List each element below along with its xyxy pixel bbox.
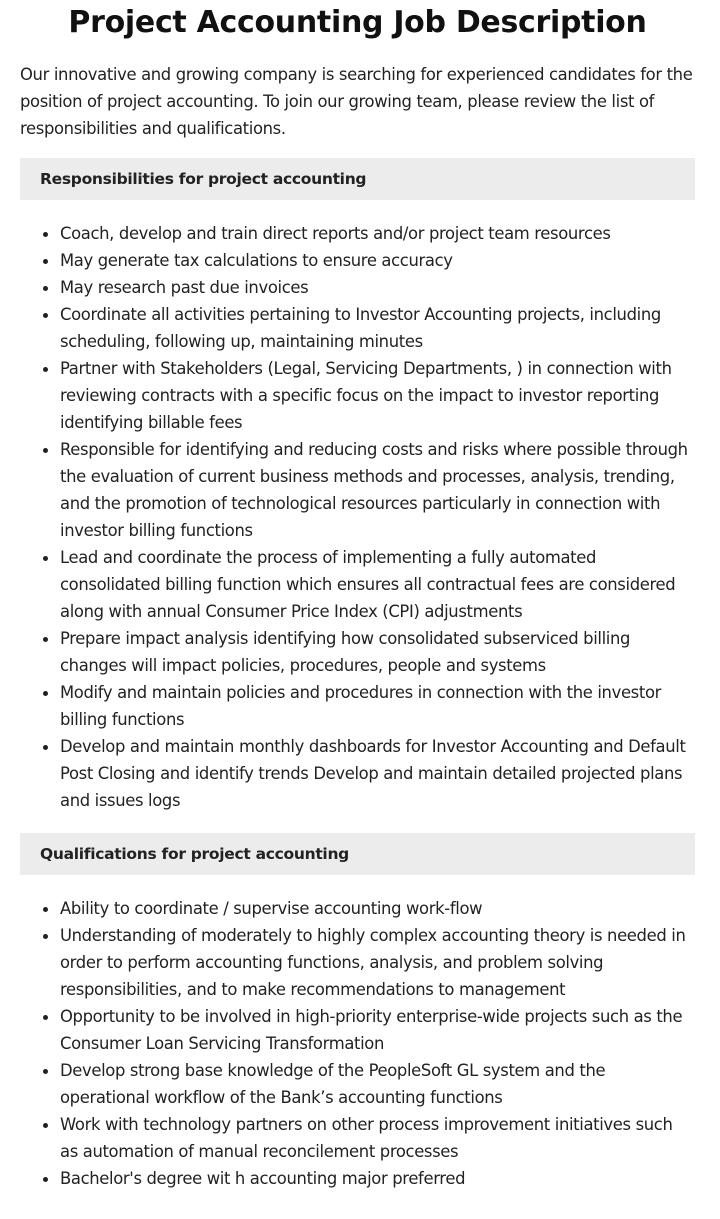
list-item: Bachelor's degree wit h accounting major preferred bbox=[60, 1165, 695, 1192]
list-item: Understanding of moderately to highly complex accounting theory is needed in order to perform accounting functions, analysis, and problem solving responsibilities, and to make recommendations to management bbox=[60, 922, 695, 1003]
list-item: Coach, develop and train direct reports and/or project team resources bbox=[60, 220, 695, 247]
list-item: Lead and coordinate the process of implementing a fully automated consolidated billing function which ensures all contractual fees are considered along with annual Consumer Price Index (CPI) adjustments bbox=[60, 544, 695, 625]
list-item: Opportunity to be involved in high-priority enterprise-wide projects such as the Consumer Loan Servicing Transformation bbox=[60, 1003, 695, 1057]
list-item: Modify and maintain policies and procedures in connection with the investor billing functions bbox=[60, 679, 695, 733]
qualifications-heading: Qualifications for project accounting bbox=[20, 833, 695, 875]
list-item: Work with technology partners on other process improvement initiatives such as automation of manual reconcilement processes bbox=[60, 1111, 695, 1165]
list-item: Develop and maintain monthly dashboards for Investor Accounting and Default Post Closing and identify trends Develop and maintain detailed projected plans and issues logs bbox=[60, 733, 695, 814]
list-item: Ability to coordinate / supervise accounting work-flow bbox=[60, 895, 695, 922]
list-item: May generate tax calculations to ensure accuracy bbox=[60, 247, 695, 274]
list-item: Coordinate all activities pertaining to Investor Accounting projects, including scheduling, following up, maintaining minutes bbox=[60, 301, 695, 355]
responsibilities-heading: Responsibilities for project accounting bbox=[20, 158, 695, 200]
list-item: May research past due invoices bbox=[60, 274, 695, 301]
intro-paragraph: Our innovative and growing company is searching for experienced candidates for the position of project accounting. To join our growing team, please review the list of responsibilities and qualifications. bbox=[20, 65, 693, 138]
list-item: Develop strong base knowledge of the PeopleSoft GL system and the operational workflow of the Bank’s accounting functions bbox=[60, 1057, 695, 1111]
responsibilities-list bbox=[20, 220, 695, 814]
list-item: Responsible for identifying and reducing costs and risks where possible through the evaluation of current business methods and processes, analysis, trending, and the promotion of technological resources particularly in connection with investor billing functions bbox=[60, 436, 695, 544]
list-item: Prepare impact analysis identifying how consolidated subserviced billing changes will impact policies, procedures, people and systems bbox=[60, 625, 695, 679]
page-title: Project Accounting Job Description bbox=[68, 5, 647, 40]
qualifications-list bbox=[20, 895, 695, 1192]
list-item: Partner with Stakeholders (Legal, Servicing Departments, ) in connection with reviewing contracts with a specific focus on the impact to investor reporting identifying billable fees bbox=[60, 355, 695, 436]
